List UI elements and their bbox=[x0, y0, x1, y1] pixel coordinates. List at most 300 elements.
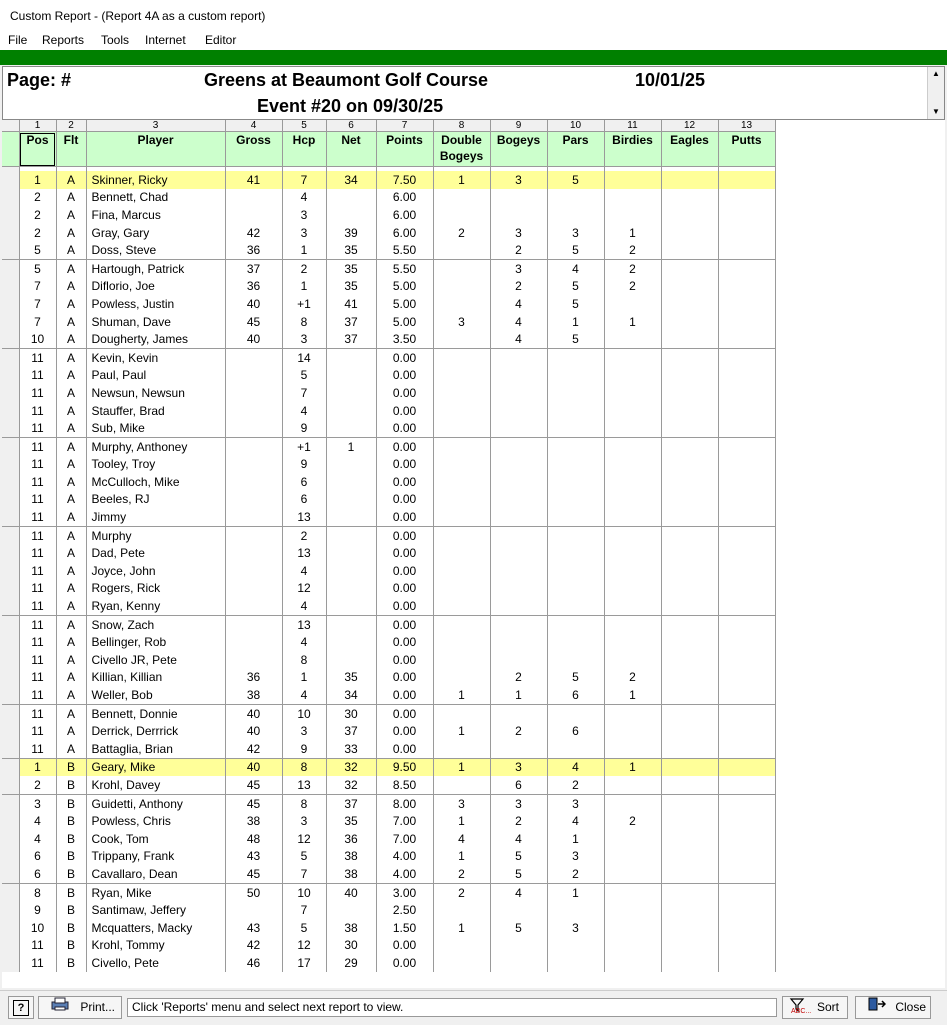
cell-points: 4.00 bbox=[376, 848, 433, 866]
cell-gross: 48 bbox=[225, 830, 282, 848]
help-button[interactable] bbox=[8, 996, 34, 1019]
cell-flt: A bbox=[56, 348, 86, 366]
column-header-pars[interactable]: Pars bbox=[547, 132, 604, 167]
table-row[interactable] bbox=[2, 580, 775, 598]
table-row[interactable] bbox=[2, 740, 775, 758]
cell-pars bbox=[547, 544, 604, 562]
cell-bogeys bbox=[490, 901, 547, 919]
cell-hcp: 8 bbox=[282, 313, 326, 331]
cell-flt: A bbox=[56, 526, 86, 544]
table-row[interactable] bbox=[2, 758, 775, 776]
cell-bogeys bbox=[490, 189, 547, 207]
table-row[interactable] bbox=[2, 456, 775, 474]
row-selector[interactable] bbox=[2, 313, 19, 331]
table-row[interactable] bbox=[2, 544, 775, 562]
cell-bogeys bbox=[490, 526, 547, 544]
cell-points: 1.50 bbox=[376, 919, 433, 937]
cell-points: 2.50 bbox=[376, 901, 433, 919]
cell-putts bbox=[718, 384, 775, 402]
cell-flt: A bbox=[56, 295, 86, 313]
help-icon: ? bbox=[13, 1000, 29, 1016]
cell-bogeys bbox=[490, 954, 547, 972]
status-bar bbox=[0, 990, 947, 1025]
row-selector[interactable] bbox=[2, 473, 19, 491]
cell-flt: B bbox=[56, 794, 86, 812]
cell-putts bbox=[718, 686, 775, 704]
cell-birdies bbox=[604, 776, 661, 794]
cell-flt: A bbox=[56, 508, 86, 526]
row-selector[interactable] bbox=[2, 189, 19, 207]
cell-player: Hartough, Patrick bbox=[86, 259, 225, 277]
cell-eagles bbox=[661, 473, 718, 491]
cell-double-bogeys bbox=[433, 402, 490, 420]
row-selector[interactable] bbox=[2, 508, 19, 526]
column-number-net: 6 bbox=[326, 120, 376, 132]
cell-double-bogeys: 1 bbox=[433, 686, 490, 704]
cell-player: Kevin, Kevin bbox=[86, 348, 225, 366]
row-selector[interactable] bbox=[2, 669, 19, 687]
cell-points: 0.00 bbox=[376, 704, 433, 722]
cell-bogeys: 4 bbox=[490, 883, 547, 901]
cell-hcp: 14 bbox=[282, 348, 326, 366]
cell-pars bbox=[547, 526, 604, 544]
cell-gross bbox=[225, 456, 282, 474]
column-header-birdies[interactable]: Birdies bbox=[604, 132, 661, 167]
cell-hcp: 4 bbox=[282, 686, 326, 704]
cell-hcp: 2 bbox=[282, 526, 326, 544]
table-row[interactable] bbox=[2, 330, 775, 348]
cell-double-bogeys bbox=[433, 651, 490, 669]
cell-pars: 5 bbox=[547, 278, 604, 296]
cell-net bbox=[326, 651, 376, 669]
row-selector[interactable] bbox=[2, 224, 19, 242]
cell-double-bogeys bbox=[433, 278, 490, 296]
cell-flt: B bbox=[56, 901, 86, 919]
table-row[interactable] bbox=[2, 313, 775, 331]
column-header-putts[interactable]: Putts bbox=[718, 132, 775, 167]
cell-bogeys: 3 bbox=[490, 758, 547, 776]
table-row[interactable] bbox=[2, 812, 775, 830]
cell-pos: 11 bbox=[19, 508, 56, 526]
table-row[interactable] bbox=[2, 562, 775, 580]
table-row[interactable] bbox=[2, 224, 775, 242]
table-row[interactable] bbox=[2, 295, 775, 313]
menu-tools[interactable]: Tools bbox=[101, 33, 130, 47]
table-row[interactable] bbox=[2, 919, 775, 937]
cell-eagles bbox=[661, 241, 718, 259]
cell-flt: B bbox=[56, 776, 86, 794]
cell-eagles bbox=[661, 597, 718, 615]
cell-birdies bbox=[604, 633, 661, 651]
row-selector[interactable] bbox=[2, 794, 19, 812]
menu-internet[interactable]: Internet bbox=[145, 33, 186, 47]
cell-putts bbox=[718, 740, 775, 758]
cell-pos: 11 bbox=[19, 669, 56, 687]
cell-points: 0.00 bbox=[376, 651, 433, 669]
table-row[interactable] bbox=[2, 830, 775, 848]
cell-pos: 2 bbox=[19, 189, 56, 207]
sort-icon-caption: ABC... bbox=[791, 1008, 812, 1015]
table-row[interactable] bbox=[2, 651, 775, 669]
cell-gross: 40 bbox=[225, 758, 282, 776]
row-selector[interactable] bbox=[2, 651, 19, 669]
cell-eagles bbox=[661, 722, 718, 740]
cell-player: Civello JR, Pete bbox=[86, 651, 225, 669]
cell-points: 7.50 bbox=[376, 171, 433, 189]
cell-net: 38 bbox=[326, 865, 376, 883]
cell-hcp: 9 bbox=[282, 419, 326, 437]
cell-player: Mcquatters, Macky bbox=[86, 919, 225, 937]
row-selector[interactable] bbox=[2, 740, 19, 758]
cell-pars bbox=[547, 189, 604, 207]
cell-pars bbox=[547, 562, 604, 580]
cell-gross: 43 bbox=[225, 848, 282, 866]
cell-hcp: +1 bbox=[282, 295, 326, 313]
table-row[interactable] bbox=[2, 937, 775, 955]
cell-net: 38 bbox=[326, 919, 376, 937]
row-selector[interactable] bbox=[2, 722, 19, 740]
cell-flt: A bbox=[56, 704, 86, 722]
scroll-up-icon[interactable]: ▲ bbox=[932, 69, 940, 78]
cell-flt: B bbox=[56, 812, 86, 830]
row-selector[interactable] bbox=[2, 580, 19, 598]
cell-pos: 11 bbox=[19, 384, 56, 402]
column-header-gross[interactable]: Gross bbox=[225, 132, 282, 167]
cell-gross: 42 bbox=[225, 740, 282, 758]
cell-net bbox=[326, 419, 376, 437]
cell-player: Joyce, John bbox=[86, 562, 225, 580]
cell-gross: 40 bbox=[225, 295, 282, 313]
table-row[interactable] bbox=[2, 278, 775, 296]
cell-player: Krohl, Tommy bbox=[86, 937, 225, 955]
cell-pars bbox=[547, 402, 604, 420]
table-row[interactable] bbox=[2, 189, 775, 207]
cell-hcp: 3 bbox=[282, 206, 326, 224]
row-selector[interactable] bbox=[2, 491, 19, 509]
cell-points: 0.00 bbox=[376, 437, 433, 455]
cell-flt: A bbox=[56, 651, 86, 669]
table-row[interactable] bbox=[2, 865, 775, 883]
cell-double-bogeys: 1 bbox=[433, 812, 490, 830]
table-row[interactable] bbox=[2, 437, 775, 455]
row-selector[interactable] bbox=[2, 597, 19, 615]
cell-flt: A bbox=[56, 313, 86, 331]
cell-flt: B bbox=[56, 937, 86, 955]
cell-bogeys bbox=[490, 633, 547, 651]
row-selector[interactable] bbox=[2, 241, 19, 259]
cell-gross: 45 bbox=[225, 776, 282, 794]
cell-player: Guidetti, Anthony bbox=[86, 794, 225, 812]
row-selector[interactable] bbox=[2, 848, 19, 866]
cell-putts bbox=[718, 794, 775, 812]
cell-double-bogeys bbox=[433, 954, 490, 972]
column-header-hcp[interactable]: Hcp bbox=[282, 132, 326, 167]
cell-gross: 41 bbox=[225, 171, 282, 189]
cell-eagles bbox=[661, 830, 718, 848]
row-selector[interactable] bbox=[2, 901, 19, 919]
cell-points: 6.00 bbox=[376, 206, 433, 224]
cell-birdies bbox=[604, 954, 661, 972]
table-row[interactable] bbox=[2, 776, 775, 794]
cell-bogeys bbox=[490, 402, 547, 420]
cell-flt: A bbox=[56, 402, 86, 420]
print-button[interactable] bbox=[38, 996, 122, 1019]
row-selector[interactable] bbox=[2, 830, 19, 848]
cell-pos: 1 bbox=[19, 758, 56, 776]
column-header-bogeys[interactable]: Bogeys bbox=[490, 132, 547, 167]
table-row[interactable] bbox=[2, 901, 775, 919]
table-row[interactable] bbox=[2, 171, 775, 189]
cell-net: 41 bbox=[326, 295, 376, 313]
cell-birdies bbox=[604, 615, 661, 633]
cell-player: Bennett, Chad bbox=[86, 189, 225, 207]
row-selector[interactable] bbox=[2, 171, 19, 189]
cell-player: Powless, Justin bbox=[86, 295, 225, 313]
table-row[interactable] bbox=[2, 794, 775, 812]
row-selector[interactable] bbox=[2, 865, 19, 883]
cell-birdies: 1 bbox=[604, 313, 661, 331]
table-row[interactable] bbox=[2, 508, 775, 526]
row-selector[interactable] bbox=[2, 384, 19, 402]
cell-putts bbox=[718, 562, 775, 580]
cell-points: 3.00 bbox=[376, 883, 433, 901]
sort-button[interactable] bbox=[782, 996, 848, 1019]
column-header-pos[interactable]: Pos bbox=[19, 132, 56, 167]
cell-hcp: 8 bbox=[282, 651, 326, 669]
cell-player: McCulloch, Mike bbox=[86, 473, 225, 491]
cell-pars: 5 bbox=[547, 295, 604, 313]
cell-bogeys: 2 bbox=[490, 669, 547, 687]
cell-points: 0.00 bbox=[376, 456, 433, 474]
table-row[interactable] bbox=[2, 384, 775, 402]
cell-points: 6.00 bbox=[376, 189, 433, 207]
cell-player: Tooley, Troy bbox=[86, 456, 225, 474]
column-header-net[interactable]: Net bbox=[326, 132, 376, 167]
row-selector[interactable] bbox=[2, 937, 19, 955]
cell-gross bbox=[225, 901, 282, 919]
cell-hcp: 12 bbox=[282, 580, 326, 598]
cell-bogeys bbox=[490, 937, 547, 955]
cell-points: 6.00 bbox=[376, 224, 433, 242]
cell-net bbox=[326, 348, 376, 366]
row-selector[interactable] bbox=[2, 437, 19, 455]
cell-hcp: 2 bbox=[282, 259, 326, 277]
row-selector[interactable] bbox=[2, 919, 19, 937]
cell-net: 37 bbox=[326, 330, 376, 348]
cell-hcp: 7 bbox=[282, 865, 326, 883]
cell-putts bbox=[718, 313, 775, 331]
cell-pos: 7 bbox=[19, 295, 56, 313]
cell-flt: B bbox=[56, 848, 86, 866]
row-selector[interactable] bbox=[2, 633, 19, 651]
table-row[interactable] bbox=[2, 526, 775, 544]
table-row[interactable] bbox=[2, 722, 775, 740]
table-row[interactable] bbox=[2, 402, 775, 420]
column-header-double-bogeys[interactable]: Double Bogeys bbox=[433, 132, 490, 167]
cell-eagles bbox=[661, 704, 718, 722]
cell-birdies: 2 bbox=[604, 241, 661, 259]
cell-putts bbox=[718, 437, 775, 455]
cell-hcp: 7 bbox=[282, 384, 326, 402]
cell-player: Santimaw, Jeffery bbox=[86, 901, 225, 919]
row-selector[interactable] bbox=[2, 330, 19, 348]
row-selector[interactable] bbox=[2, 278, 19, 296]
row-selector-header bbox=[2, 132, 19, 167]
cell-net: 36 bbox=[326, 830, 376, 848]
cell-pars: 5 bbox=[547, 171, 604, 189]
menu-file[interactable]: File bbox=[8, 33, 28, 47]
cell-putts bbox=[718, 919, 775, 937]
cell-points: 3.50 bbox=[376, 330, 433, 348]
row-selector[interactable] bbox=[2, 402, 19, 420]
cell-points: 9.50 bbox=[376, 758, 433, 776]
column-number-flt: 2 bbox=[56, 120, 86, 132]
row-selector[interactable] bbox=[2, 419, 19, 437]
column-header-flt[interactable]: Flt bbox=[56, 132, 86, 167]
report-grid[interactable] bbox=[2, 120, 945, 988]
cell-pos: 11 bbox=[19, 437, 56, 455]
table-row[interactable] bbox=[2, 686, 775, 704]
cell-hcp: 13 bbox=[282, 776, 326, 794]
cell-birdies bbox=[604, 473, 661, 491]
cell-player: Doss, Steve bbox=[86, 241, 225, 259]
cell-flt: A bbox=[56, 473, 86, 491]
page-label: Page: # bbox=[7, 70, 72, 90]
close-label: Close bbox=[895, 1000, 927, 1014]
cell-pos: 11 bbox=[19, 562, 56, 580]
cell-gross: 50 bbox=[225, 883, 282, 901]
column-header-player[interactable]: Player bbox=[86, 132, 225, 167]
table-row[interactable] bbox=[2, 259, 775, 277]
row-selector[interactable] bbox=[2, 456, 19, 474]
cell-putts bbox=[718, 883, 775, 901]
cell-net bbox=[326, 206, 376, 224]
cell-hcp: 9 bbox=[282, 740, 326, 758]
cell-pos: 11 bbox=[19, 544, 56, 562]
cell-pos: 5 bbox=[19, 241, 56, 259]
cell-hcp: 13 bbox=[282, 615, 326, 633]
cell-flt: A bbox=[56, 562, 86, 580]
row-selector[interactable] bbox=[2, 526, 19, 544]
event-title: Event #20 on 09/30/25 bbox=[257, 96, 444, 116]
cell-hcp: 3 bbox=[282, 224, 326, 242]
cell-bogeys bbox=[490, 580, 547, 598]
cell-putts bbox=[718, 848, 775, 866]
menu-editor[interactable]: Editor bbox=[205, 33, 237, 47]
row-selector[interactable] bbox=[2, 704, 19, 722]
cell-putts bbox=[718, 491, 775, 509]
cell-pos: 4 bbox=[19, 830, 56, 848]
cell-player: Sub, Mike bbox=[86, 419, 225, 437]
cell-pars bbox=[547, 456, 604, 474]
cell-eagles bbox=[661, 313, 718, 331]
row-selector[interactable] bbox=[2, 758, 19, 776]
scroll-down-icon[interactable]: ▼ bbox=[932, 107, 940, 116]
row-selector[interactable] bbox=[2, 295, 19, 313]
row-selector[interactable] bbox=[2, 883, 19, 901]
cell-eagles bbox=[661, 402, 718, 420]
cell-flt: B bbox=[56, 865, 86, 883]
cell-pos: 11 bbox=[19, 456, 56, 474]
column-header-eagles[interactable]: Eagles bbox=[661, 132, 718, 167]
cell-bogeys bbox=[490, 562, 547, 580]
cell-gross: 45 bbox=[225, 794, 282, 812]
cell-hcp: 13 bbox=[282, 508, 326, 526]
row-selector[interactable] bbox=[2, 776, 19, 794]
table-row[interactable] bbox=[2, 473, 775, 491]
column-header-points[interactable]: Points bbox=[376, 132, 433, 167]
cell-flt: A bbox=[56, 669, 86, 687]
cell-gross bbox=[225, 633, 282, 651]
table-row[interactable] bbox=[2, 848, 775, 866]
cell-birdies bbox=[604, 437, 661, 455]
cell-pos: 6 bbox=[19, 848, 56, 866]
cell-pos: 10 bbox=[19, 330, 56, 348]
cell-birdies bbox=[604, 580, 661, 598]
row-selector[interactable] bbox=[2, 615, 19, 633]
cell-eagles bbox=[661, 437, 718, 455]
cell-pos: 11 bbox=[19, 473, 56, 491]
cell-double-bogeys bbox=[433, 437, 490, 455]
row-selector[interactable] bbox=[2, 562, 19, 580]
cell-double-bogeys bbox=[433, 473, 490, 491]
cell-net: 35 bbox=[326, 241, 376, 259]
table-row[interactable] bbox=[2, 633, 775, 651]
table-row[interactable] bbox=[2, 954, 775, 972]
column-number-bogeys: 9 bbox=[490, 120, 547, 132]
table-row[interactable] bbox=[2, 597, 775, 615]
menu-reports[interactable]: Reports bbox=[42, 33, 85, 47]
cell-hcp: 3 bbox=[282, 812, 326, 830]
row-selector[interactable] bbox=[2, 544, 19, 562]
cell-pars: 1 bbox=[547, 883, 604, 901]
table-row[interactable] bbox=[2, 241, 775, 259]
table-row[interactable] bbox=[2, 491, 775, 509]
row-selector[interactable] bbox=[2, 954, 19, 972]
table-row[interactable] bbox=[2, 419, 775, 437]
cell-double-bogeys: 3 bbox=[433, 794, 490, 812]
cell-net bbox=[326, 580, 376, 598]
table-row[interactable] bbox=[2, 348, 775, 366]
row-selector[interactable] bbox=[2, 206, 19, 224]
cell-player: Bellinger, Rob bbox=[86, 633, 225, 651]
cell-flt: A bbox=[56, 633, 86, 651]
table-row[interactable] bbox=[2, 704, 775, 722]
sort-icon bbox=[789, 998, 813, 1018]
row-selector[interactable] bbox=[2, 812, 19, 830]
table-row[interactable] bbox=[2, 883, 775, 901]
table-row[interactable] bbox=[2, 206, 775, 224]
table-row[interactable] bbox=[2, 615, 775, 633]
status-message: Click 'Reports' menu and select next report to view. bbox=[127, 998, 777, 1017]
row-selector[interactable] bbox=[2, 686, 19, 704]
close-button[interactable] bbox=[855, 996, 931, 1019]
row-selector[interactable] bbox=[2, 259, 19, 277]
cell-flt: A bbox=[56, 580, 86, 598]
table-row[interactable] bbox=[2, 669, 775, 687]
header-scrollbar[interactable] bbox=[927, 67, 944, 119]
table-row[interactable] bbox=[2, 367, 775, 385]
cell-points: 5.00 bbox=[376, 295, 433, 313]
cell-pars bbox=[547, 508, 604, 526]
cell-birdies bbox=[604, 883, 661, 901]
cell-pars: 4 bbox=[547, 812, 604, 830]
cell-eagles bbox=[661, 348, 718, 366]
row-selector[interactable] bbox=[2, 348, 19, 366]
cell-player: Beeles, RJ bbox=[86, 491, 225, 509]
cell-pars bbox=[547, 367, 604, 385]
row-selector[interactable] bbox=[2, 367, 19, 385]
